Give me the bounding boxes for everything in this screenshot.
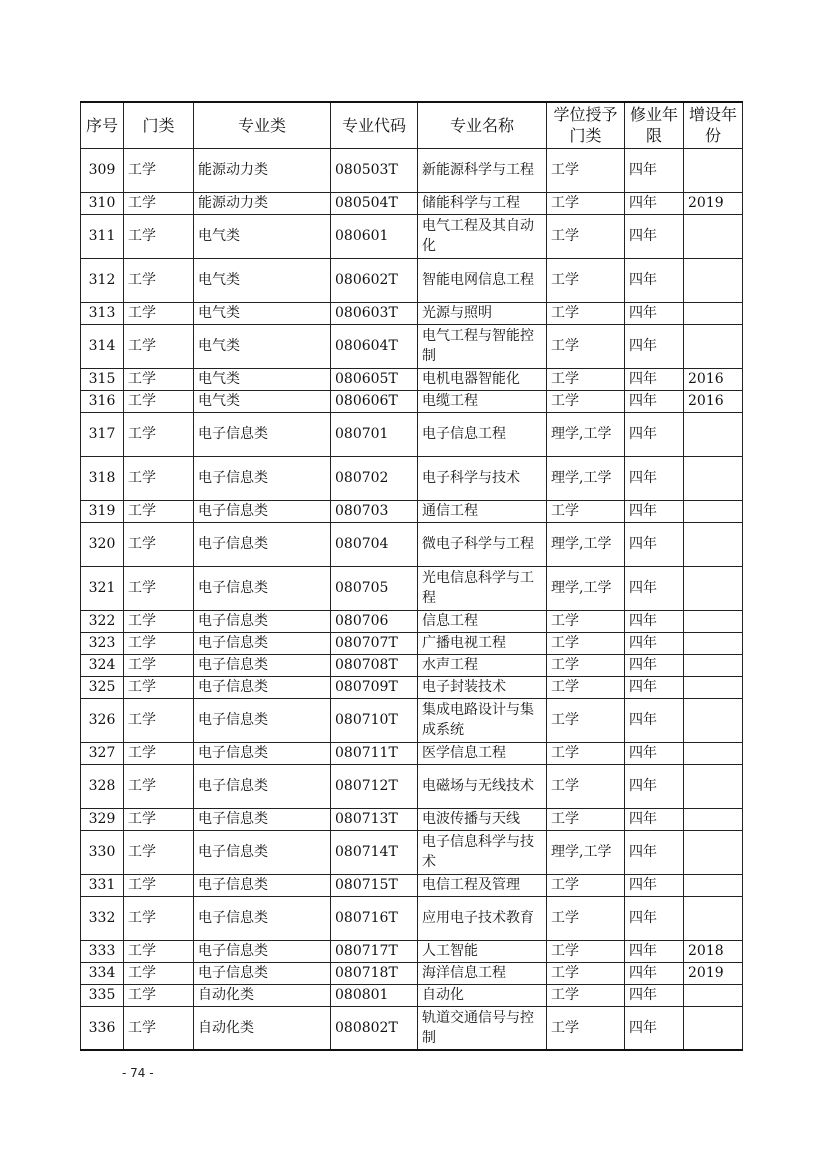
degree-discipline-cell: 理学,工学 — [547, 830, 625, 874]
major-code-cell: 080715T — [331, 874, 418, 896]
degree-discipline-cell: 工学 — [547, 940, 625, 962]
header-major-code: 专业代码 — [331, 102, 418, 148]
year-added-cell — [684, 632, 743, 654]
table-body — [81, 148, 743, 1050]
degree-discipline-cell: 理学,工学 — [547, 566, 625, 610]
major-category-cell: 电气类 — [194, 390, 331, 412]
major-name-cell: 人工智能 — [418, 940, 547, 962]
serial-number-cell: 318 — [81, 456, 124, 500]
table-row — [81, 214, 743, 258]
major-category-cell: 能源动力类 — [194, 148, 331, 192]
page-number: - 74 - — [122, 1066, 154, 1080]
serial-number-cell: 309 — [81, 148, 124, 192]
major-code-cell: 080706 — [331, 610, 418, 632]
year-added-cell: 2019 — [684, 192, 743, 214]
study-length-cell: 四年 — [625, 698, 684, 742]
major-code-cell: 080711T — [331, 742, 418, 764]
major-category-cell: 自动化类 — [194, 1006, 331, 1050]
major-category-cell: 电子信息类 — [194, 830, 331, 874]
serial-number-cell: 319 — [81, 500, 124, 522]
study-length-cell: 四年 — [625, 258, 684, 302]
major-code-cell: 080717T — [331, 940, 418, 962]
year-added-cell — [684, 874, 743, 896]
table-row — [81, 940, 743, 962]
degree-discipline-cell: 工学 — [547, 324, 625, 368]
table-row — [81, 984, 743, 1006]
discipline-cell: 工学 — [124, 522, 194, 566]
serial-number-cell: 330 — [81, 830, 124, 874]
header-study-length: 修业年限 — [625, 102, 684, 148]
discipline-cell: 工学 — [124, 896, 194, 940]
serial-number-cell: 324 — [81, 654, 124, 676]
study-length-cell: 四年 — [625, 896, 684, 940]
serial-number-cell: 315 — [81, 368, 124, 390]
serial-number-cell: 321 — [81, 566, 124, 610]
study-length-cell: 四年 — [625, 962, 684, 984]
table-row — [81, 258, 743, 302]
table-row — [81, 1006, 743, 1050]
discipline-cell: 工学 — [124, 192, 194, 214]
major-name-cell: 电信工程及管理 — [418, 874, 547, 896]
serial-number-cell: 314 — [81, 324, 124, 368]
study-length-cell: 四年 — [625, 764, 684, 808]
serial-number-cell: 322 — [81, 610, 124, 632]
table-row — [81, 654, 743, 676]
major-category-cell: 电子信息类 — [194, 456, 331, 500]
discipline-cell: 工学 — [124, 324, 194, 368]
serial-number-cell: 313 — [81, 302, 124, 324]
serial-number-cell: 320 — [81, 522, 124, 566]
year-added-cell — [684, 522, 743, 566]
major-category-cell: 电子信息类 — [194, 742, 331, 764]
degree-discipline-cell: 工学 — [547, 258, 625, 302]
study-length-cell: 四年 — [625, 830, 684, 874]
study-length-cell: 四年 — [625, 192, 684, 214]
degree-discipline-cell: 工学 — [547, 148, 625, 192]
major-name-cell: 储能科学与工程 — [418, 192, 547, 214]
table-row — [81, 522, 743, 566]
study-length-cell: 四年 — [625, 500, 684, 522]
study-length-cell: 四年 — [625, 808, 684, 830]
discipline-cell: 工学 — [124, 214, 194, 258]
degree-discipline-cell: 工学 — [547, 632, 625, 654]
major-category-cell: 电气类 — [194, 324, 331, 368]
major-name-cell: 光电信息科学与工程 — [418, 566, 547, 610]
table-row — [81, 962, 743, 984]
discipline-cell: 工学 — [124, 456, 194, 500]
table-header-row — [81, 102, 743, 148]
discipline-cell: 工学 — [124, 676, 194, 698]
degree-discipline-cell: 工学 — [547, 192, 625, 214]
header-year-added: 增设年份 — [684, 102, 743, 148]
year-added-cell — [684, 500, 743, 522]
study-length-cell: 四年 — [625, 368, 684, 390]
discipline-cell: 工学 — [124, 984, 194, 1006]
study-length-cell: 四年 — [625, 610, 684, 632]
degree-discipline-cell: 工学 — [547, 764, 625, 808]
major-code-cell: 080702 — [331, 456, 418, 500]
major-category-cell: 能源动力类 — [194, 192, 331, 214]
study-length-cell: 四年 — [625, 1006, 684, 1050]
discipline-cell: 工学 — [124, 412, 194, 456]
major-code-cell: 080712T — [331, 764, 418, 808]
major-name-cell: 电气工程与智能控制 — [418, 324, 547, 368]
serial-number-cell: 335 — [81, 984, 124, 1006]
major-code-cell: 080707T — [331, 632, 418, 654]
degree-discipline-cell: 工学 — [547, 214, 625, 258]
serial-number-cell: 316 — [81, 390, 124, 412]
serial-number-cell: 325 — [81, 676, 124, 698]
major-category-cell: 电子信息类 — [194, 566, 331, 610]
degree-discipline-cell: 工学 — [547, 610, 625, 632]
major-category-cell: 电子信息类 — [194, 874, 331, 896]
major-name-cell: 水声工程 — [418, 654, 547, 676]
year-added-cell: 2019 — [684, 962, 743, 984]
degree-discipline-cell: 工学 — [547, 962, 625, 984]
major-code-cell: 080801 — [331, 984, 418, 1006]
major-code-cell: 080605T — [331, 368, 418, 390]
major-category-cell: 电子信息类 — [194, 412, 331, 456]
major-category-cell: 电子信息类 — [194, 522, 331, 566]
serial-number-cell: 326 — [81, 698, 124, 742]
major-name-cell: 电子信息科学与技术 — [418, 830, 547, 874]
major-category-cell: 电子信息类 — [194, 676, 331, 698]
discipline-cell: 工学 — [124, 808, 194, 830]
study-length-cell: 四年 — [625, 390, 684, 412]
table-row — [81, 412, 743, 456]
major-code-cell: 080710T — [331, 698, 418, 742]
discipline-cell: 工学 — [124, 830, 194, 874]
degree-discipline-cell: 工学 — [547, 874, 625, 896]
table-row — [81, 302, 743, 324]
major-name-cell: 电子信息工程 — [418, 412, 547, 456]
year-added-cell — [684, 566, 743, 610]
major-code-cell: 080604T — [331, 324, 418, 368]
major-name-cell: 电磁场与无线技术 — [418, 764, 547, 808]
table-row — [81, 830, 743, 874]
discipline-cell: 工学 — [124, 742, 194, 764]
study-length-cell: 四年 — [625, 412, 684, 456]
year-added-cell — [684, 302, 743, 324]
table-row — [81, 500, 743, 522]
year-added-cell — [684, 742, 743, 764]
major-category-cell: 电气类 — [194, 368, 331, 390]
study-length-cell: 四年 — [625, 456, 684, 500]
major-name-cell: 自动化 — [418, 984, 547, 1006]
major-category-cell: 电子信息类 — [194, 764, 331, 808]
major-name-cell: 海洋信息工程 — [418, 962, 547, 984]
year-added-cell — [684, 698, 743, 742]
major-code-cell: 080709T — [331, 676, 418, 698]
year-added-cell — [684, 984, 743, 1006]
major-code-cell: 080601 — [331, 214, 418, 258]
discipline-cell: 工学 — [124, 148, 194, 192]
degree-discipline-cell: 工学 — [547, 896, 625, 940]
study-length-cell: 四年 — [625, 632, 684, 654]
year-added-cell — [684, 610, 743, 632]
year-added-cell — [684, 764, 743, 808]
table-row — [81, 698, 743, 742]
table-row — [81, 742, 743, 764]
degree-discipline-cell: 理学,工学 — [547, 412, 625, 456]
year-added-cell — [684, 830, 743, 874]
serial-number-cell: 333 — [81, 940, 124, 962]
study-length-cell: 四年 — [625, 940, 684, 962]
serial-number-cell: 312 — [81, 258, 124, 302]
major-name-cell: 电子科学与技术 — [418, 456, 547, 500]
discipline-cell: 工学 — [124, 632, 194, 654]
discipline-cell: 工学 — [124, 940, 194, 962]
year-added-cell: 2016 — [684, 368, 743, 390]
header-degree-discipline: 学位授予门类 — [547, 102, 625, 148]
major-name-cell: 微电子科学与工程 — [418, 522, 547, 566]
major-code-cell: 080713T — [331, 808, 418, 830]
discipline-cell: 工学 — [124, 1006, 194, 1050]
study-length-cell: 四年 — [625, 874, 684, 896]
year-added-cell: 2016 — [684, 390, 743, 412]
major-category-cell: 电气类 — [194, 258, 331, 302]
major-category-cell: 电子信息类 — [194, 698, 331, 742]
year-added-cell — [684, 324, 743, 368]
serial-number-cell: 336 — [81, 1006, 124, 1050]
table-row — [81, 368, 743, 390]
year-added-cell — [684, 808, 743, 830]
study-length-cell: 四年 — [625, 654, 684, 676]
year-added-cell: 2018 — [684, 940, 743, 962]
major-category-cell: 电气类 — [194, 302, 331, 324]
serial-number-cell: 317 — [81, 412, 124, 456]
table-row — [81, 632, 743, 654]
year-added-cell — [684, 896, 743, 940]
major-code-cell: 080704 — [331, 522, 418, 566]
discipline-cell: 工学 — [124, 390, 194, 412]
degree-discipline-cell: 工学 — [547, 984, 625, 1006]
degree-discipline-cell: 理学,工学 — [547, 522, 625, 566]
header-serial-number: 序号 — [81, 102, 124, 148]
serial-number-cell: 328 — [81, 764, 124, 808]
study-length-cell: 四年 — [625, 566, 684, 610]
major-name-cell: 光源与照明 — [418, 302, 547, 324]
major-code-cell: 080718T — [331, 962, 418, 984]
discipline-cell: 工学 — [124, 962, 194, 984]
year-added-cell — [684, 1006, 743, 1050]
discipline-cell: 工学 — [124, 654, 194, 676]
major-name-cell: 广播电视工程 — [418, 632, 547, 654]
major-code-cell: 080504T — [331, 192, 418, 214]
major-code-cell: 080602T — [331, 258, 418, 302]
serial-number-cell: 331 — [81, 874, 124, 896]
major-category-cell: 电子信息类 — [194, 500, 331, 522]
major-name-cell: 通信工程 — [418, 500, 547, 522]
study-length-cell: 四年 — [625, 984, 684, 1006]
degree-discipline-cell: 工学 — [547, 742, 625, 764]
major-category-cell: 电气类 — [194, 214, 331, 258]
major-category-cell: 电子信息类 — [194, 962, 331, 984]
major-category-cell: 电子信息类 — [194, 940, 331, 962]
year-added-cell — [684, 676, 743, 698]
table-row — [81, 764, 743, 808]
major-name-cell: 智能电网信息工程 — [418, 258, 547, 302]
major-name-cell: 信息工程 — [418, 610, 547, 632]
year-added-cell — [684, 214, 743, 258]
major-code-cell: 080802T — [331, 1006, 418, 1050]
degree-discipline-cell: 工学 — [547, 676, 625, 698]
year-added-cell — [684, 654, 743, 676]
year-added-cell — [684, 258, 743, 302]
study-length-cell: 四年 — [625, 148, 684, 192]
majors-table — [80, 101, 743, 1051]
major-category-cell: 电子信息类 — [194, 808, 331, 830]
table-row — [81, 676, 743, 698]
major-category-cell: 自动化类 — [194, 984, 331, 1006]
degree-discipline-cell: 工学 — [547, 698, 625, 742]
table-row — [81, 456, 743, 500]
study-length-cell: 四年 — [625, 676, 684, 698]
major-code-cell: 080603T — [331, 302, 418, 324]
discipline-cell: 工学 — [124, 610, 194, 632]
degree-discipline-cell: 工学 — [547, 302, 625, 324]
table-row — [81, 390, 743, 412]
degree-discipline-cell: 工学 — [547, 808, 625, 830]
year-added-cell — [684, 412, 743, 456]
major-name-cell: 电子封装技术 — [418, 676, 547, 698]
discipline-cell: 工学 — [124, 258, 194, 302]
table-row — [81, 610, 743, 632]
serial-number-cell: 310 — [81, 192, 124, 214]
major-name-cell: 电缆工程 — [418, 390, 547, 412]
study-length-cell: 四年 — [625, 214, 684, 258]
header-discipline: 门类 — [124, 102, 194, 148]
major-name-cell: 电气工程及其自动化 — [418, 214, 547, 258]
major-category-cell: 电子信息类 — [194, 654, 331, 676]
table-row — [81, 324, 743, 368]
discipline-cell: 工学 — [124, 764, 194, 808]
header-major-category: 专业类 — [194, 102, 331, 148]
major-code-cell: 080503T — [331, 148, 418, 192]
year-added-cell — [684, 148, 743, 192]
discipline-cell: 工学 — [124, 874, 194, 896]
serial-number-cell: 334 — [81, 962, 124, 984]
serial-number-cell: 329 — [81, 808, 124, 830]
study-length-cell: 四年 — [625, 324, 684, 368]
major-code-cell: 080703 — [331, 500, 418, 522]
major-category-cell: 电子信息类 — [194, 610, 331, 632]
table-row — [81, 896, 743, 940]
degree-discipline-cell: 工学 — [547, 500, 625, 522]
table-row — [81, 566, 743, 610]
serial-number-cell: 332 — [81, 896, 124, 940]
major-name-cell: 电波传播与天线 — [418, 808, 547, 830]
major-code-cell: 080708T — [331, 654, 418, 676]
degree-discipline-cell: 工学 — [547, 1006, 625, 1050]
serial-number-cell: 327 — [81, 742, 124, 764]
major-code-cell: 080701 — [331, 412, 418, 456]
degree-discipline-cell: 理学,工学 — [547, 456, 625, 500]
major-name-cell: 医学信息工程 — [418, 742, 547, 764]
year-added-cell — [684, 456, 743, 500]
table-row — [81, 148, 743, 192]
header-major-name: 专业名称 — [418, 102, 547, 148]
serial-number-cell: 323 — [81, 632, 124, 654]
degree-discipline-cell: 工学 — [547, 654, 625, 676]
major-name-cell: 轨道交通信号与控制 — [418, 1006, 547, 1050]
major-name-cell: 应用电子技术教育 — [418, 896, 547, 940]
table-row — [81, 808, 743, 830]
study-length-cell: 四年 — [625, 522, 684, 566]
major-code-cell: 080714T — [331, 830, 418, 874]
major-name-cell: 电机电器智能化 — [418, 368, 547, 390]
major-name-cell: 新能源科学与工程 — [418, 148, 547, 192]
discipline-cell: 工学 — [124, 500, 194, 522]
study-length-cell: 四年 — [625, 302, 684, 324]
major-name-cell: 集成电路设计与集成系统 — [418, 698, 547, 742]
major-code-cell: 080705 — [331, 566, 418, 610]
study-length-cell: 四年 — [625, 742, 684, 764]
discipline-cell: 工学 — [124, 368, 194, 390]
degree-discipline-cell: 工学 — [547, 368, 625, 390]
serial-number-cell: 311 — [81, 214, 124, 258]
table-row — [81, 874, 743, 896]
discipline-cell: 工学 — [124, 302, 194, 324]
table-row — [81, 192, 743, 214]
major-code-cell: 080606T — [331, 390, 418, 412]
major-code-cell: 080716T — [331, 896, 418, 940]
degree-discipline-cell: 工学 — [547, 390, 625, 412]
discipline-cell: 工学 — [124, 698, 194, 742]
major-category-cell: 电子信息类 — [194, 896, 331, 940]
discipline-cell: 工学 — [124, 566, 194, 610]
major-category-cell: 电子信息类 — [194, 632, 331, 654]
